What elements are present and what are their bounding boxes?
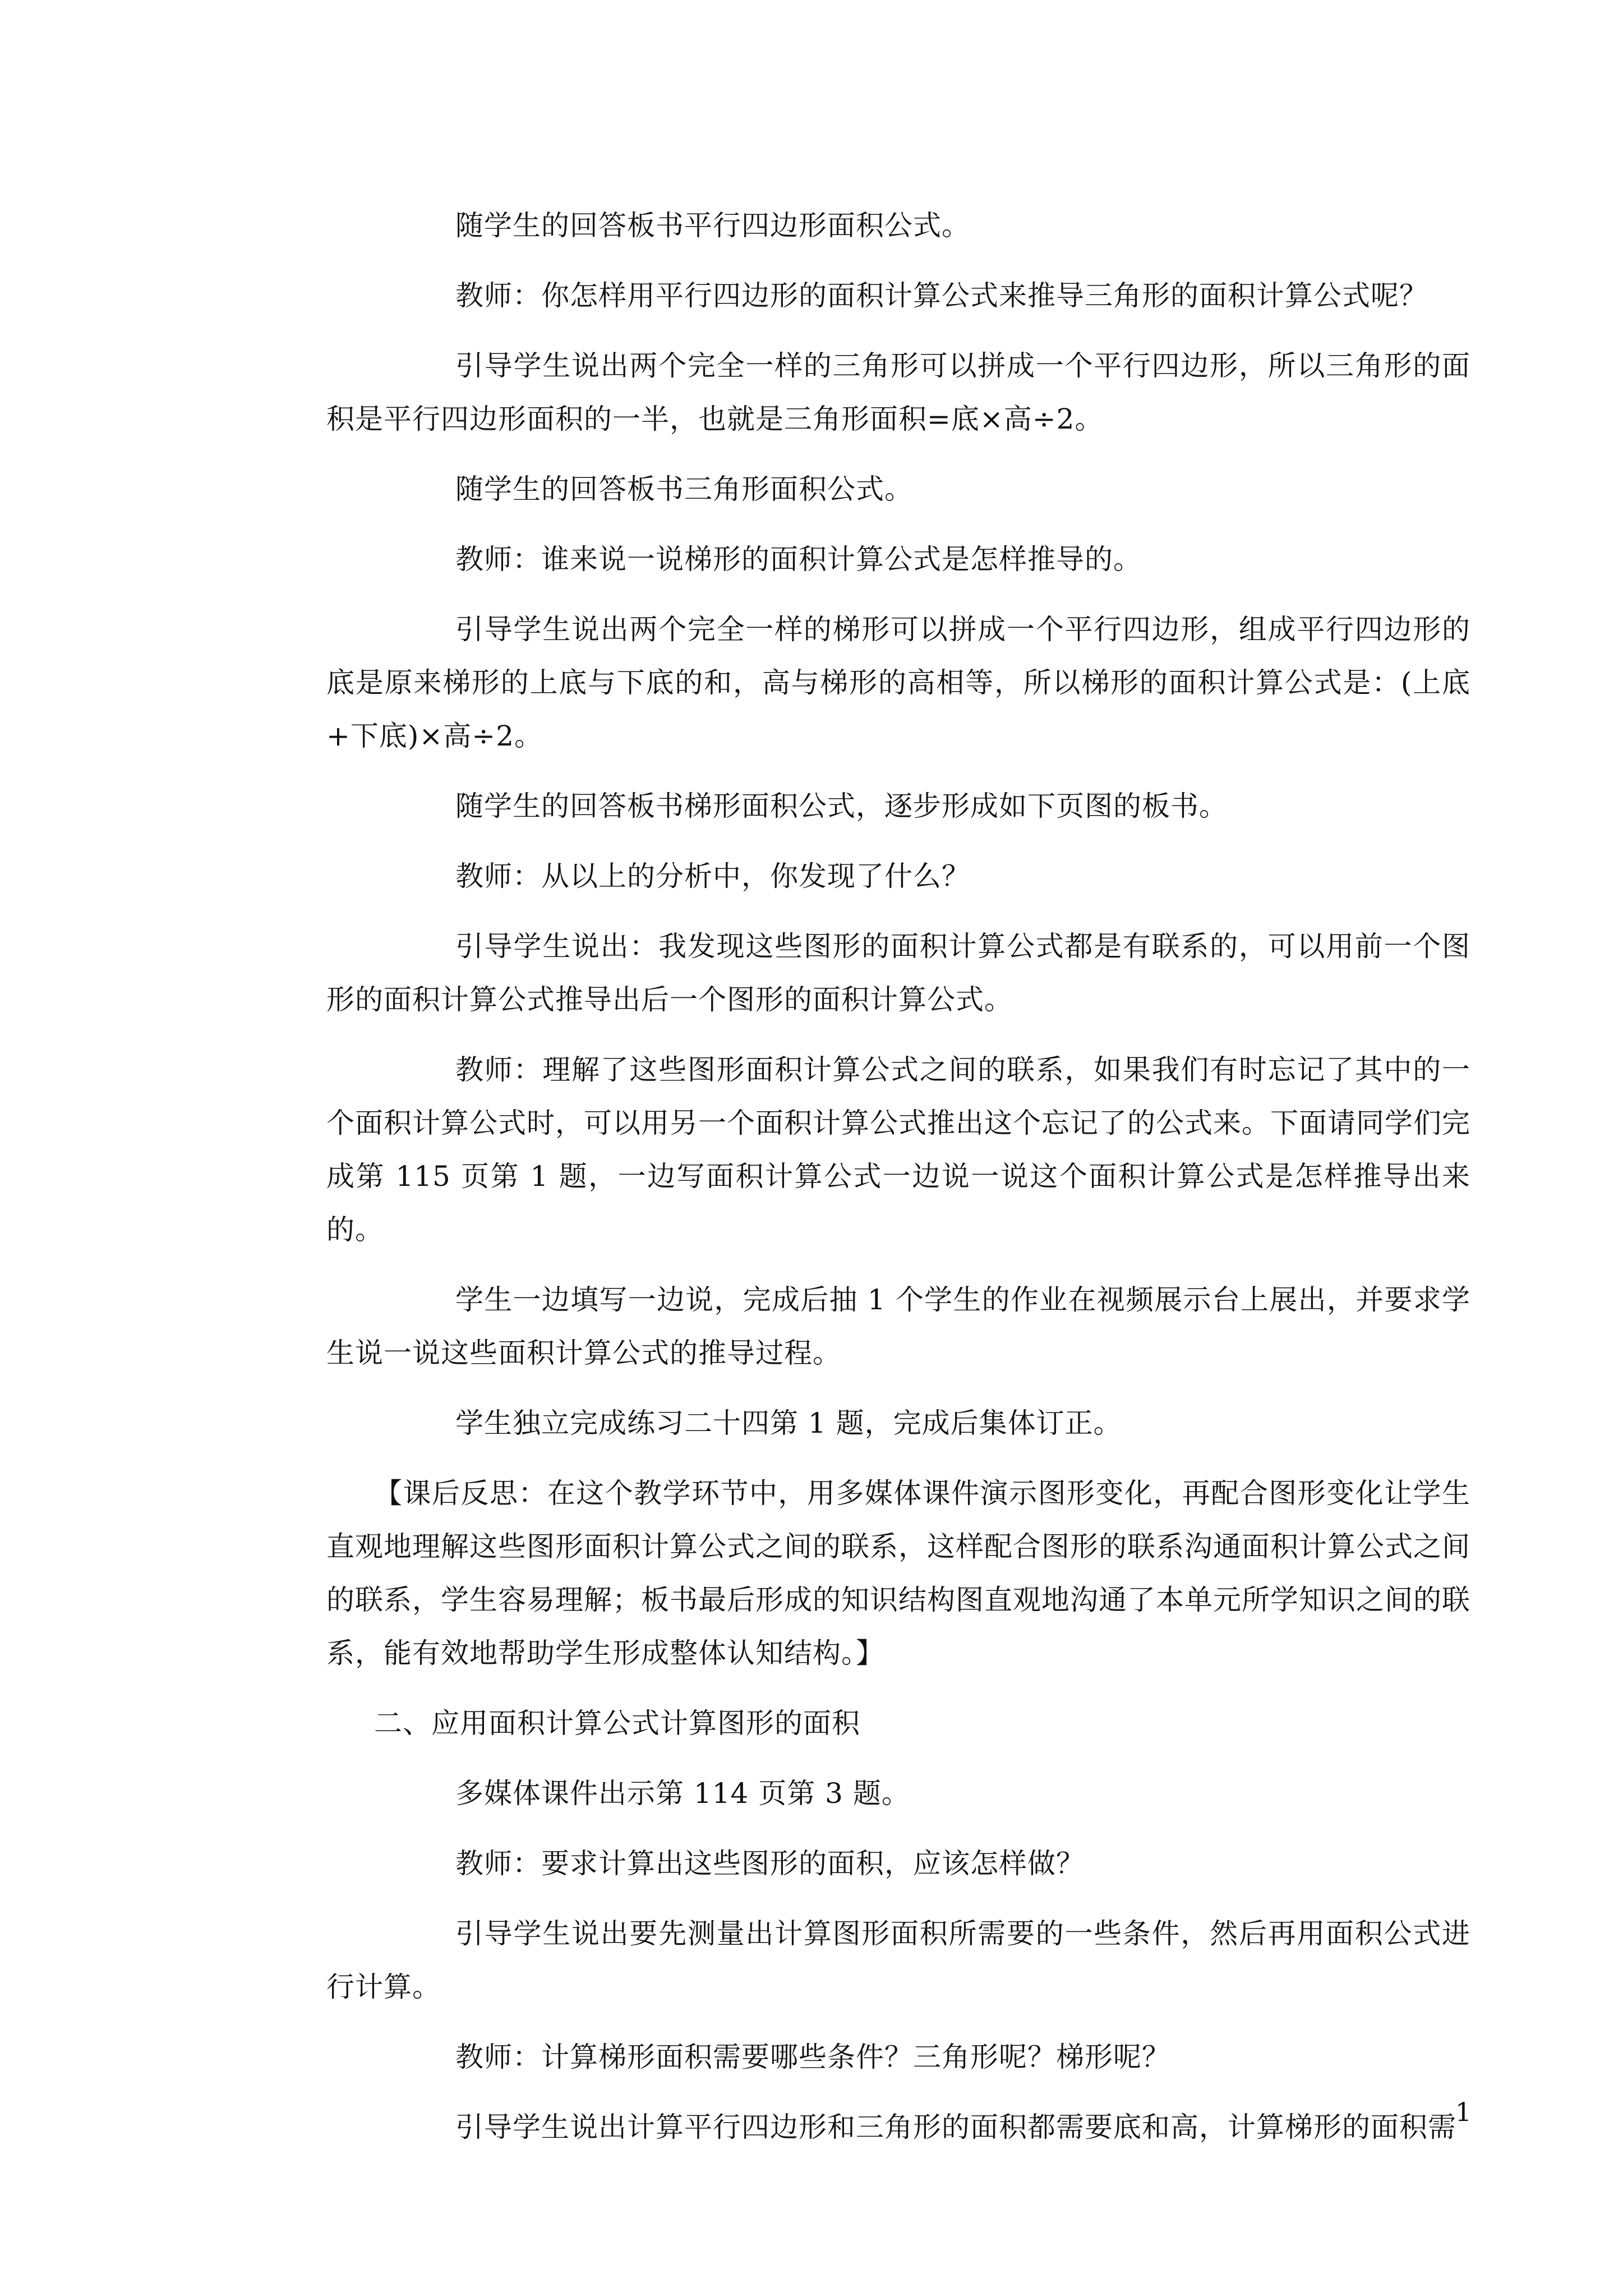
paragraph: 随学生的回答板书三角形面积公式。 [455,473,913,505]
paragraph: 引导学生说出：我发现这些图形的面积计算公式都是有联系的，可以用前一个图形的面积计算公式推导出后一个图形的面积计算公式。 [326,930,1470,1016]
paragraph: 多媒体课件出示第 114 页第 3 题。 [455,1777,910,1810]
page-number: 1 [1455,2097,1472,2127]
paragraph: 随学生的回答板书梯形面积公式，逐步形成如下页图的板书。 [455,790,1228,822]
paragraph: 学生独立完成练习二十四第 1 题，完成后集体订正。 [455,1407,1122,1439]
paragraph: 教师：计算梯形面积需要哪些条件？三角形呢？梯形呢？ [455,2041,1170,2073]
section-heading: 二、应用面积计算公式计算图形的面积 [374,1707,860,1740]
paragraph: 教师：从以上的分析中，你发现了什么？ [455,860,970,892]
paragraph: 学生一边填写一边说，完成后抽 1 个学生的作业在视频展示台上展出，并要求学生说一说这些面积计算公式的推导过程。 [326,1283,1470,1369]
reflection-note: 【课后反思：在这个教学环节中，用多媒体课件演示图形变化，再配合图形变化让学生直观地理解这些图形面积计算公式之间的联系，这样配合图形的联系沟通面积计算公式之间的联系，学生容易理解；板书最后形成的知识结构图直观地沟通了本单元所学知识之间的联系，能有效地帮助学生形成整体认知结构。】 [326,1477,1470,1669]
paragraph: 引导学生说出要先测量出计算图形面积所需要的一些条件，然后再用面积公式进行计算。 [326,1917,1470,2003]
document-body [326,199,1470,2171]
paragraph: 教师：理解了这些图形面积计算公式之间的联系，如果我们有时忘记了其中的一个面积计算公式时，可以用另一个面积计算公式推出这个忘记了的公式来。下面请同学们完成第 115 页第 1 题，一边写面积计算公式一边说一说这个面积计算公式是怎样推导出来的。 [326,1053,1470,1246]
paragraph: 随学生的回答板书平行四边形面积公式。 [455,209,970,242]
paragraph: 教师：你怎样用平行四边形的面积计算公式来推导三角形的面积计算公式呢？ [455,279,1428,312]
paragraph: 引导学生说出计算平行四边形和三角形的面积都需要底和高，计算梯形的面积需 [455,2111,1456,2143]
paragraph: 教师：谁来说一说梯形的面积计算公式是怎样推导的。 [455,543,1142,576]
paragraph: 教师：要求计算出这些图形的面积，应该怎样做？ [455,1847,1085,1880]
paragraph: 引导学生说出两个完全一样的三角形可以拼成一个平行四边形，所以三角形的面积是平行四边形面积的一半，也就是三角形面积=底×高÷2。 [326,349,1470,435]
paragraph: 引导学生说出两个完全一样的梯形可以拼成一个平行四边形，组成平行四边形的底是原来梯形的上底与下底的和，高与梯形的高相等，所以梯形的面积计算公式是：(上底+下底)×高÷2。 [326,613,1470,752]
